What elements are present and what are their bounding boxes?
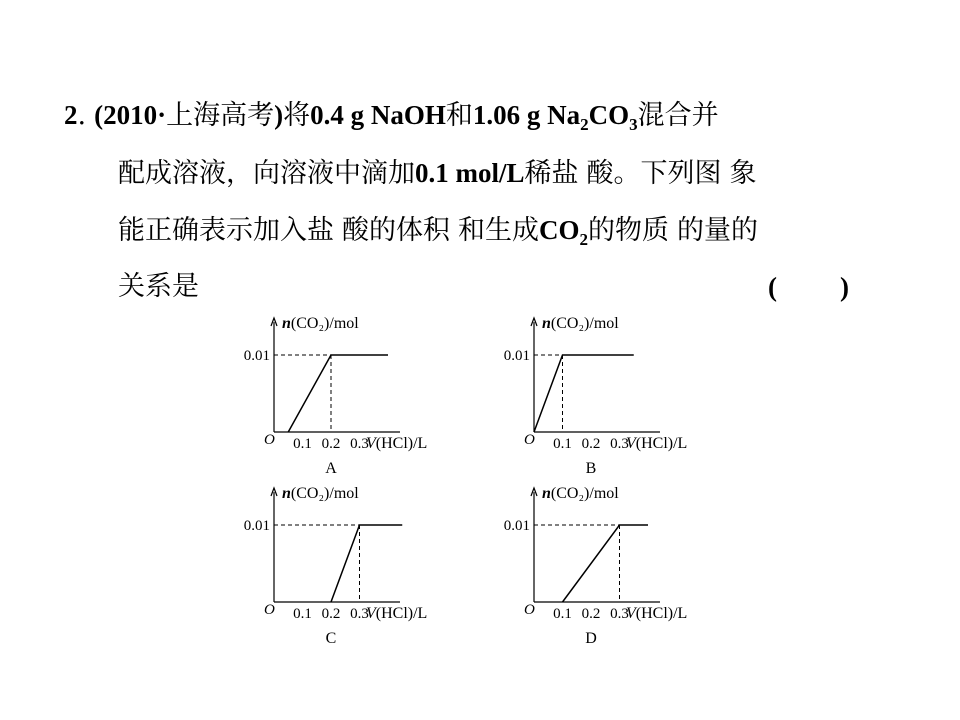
x-tick-label: 0.3	[610, 436, 629, 452]
x-axis-label-variable: V	[366, 435, 376, 452]
x-axis-label-unit: (HCl)/L	[635, 435, 688, 452]
y-axis-label	[542, 315, 619, 332]
x-tick-label: 0.3	[350, 436, 369, 452]
panel-label: A	[325, 460, 337, 477]
answer-paren-close: )	[840, 272, 849, 302]
series-line	[288, 355, 388, 432]
x-axis-label-variable: V	[366, 605, 376, 622]
source-open: (2010·	[94, 100, 167, 130]
co2-formula: CO	[539, 215, 580, 245]
text-segment: 配成溶液，向溶液中滴加	[118, 158, 415, 189]
origin-label: O	[264, 432, 275, 448]
x-tick-label: 0.2	[581, 606, 601, 622]
chart-c	[230, 480, 460, 647]
chart-b	[490, 310, 720, 480]
x-tick-label: 0.3	[610, 606, 629, 622]
chart-a	[230, 310, 460, 480]
panel-label: B	[585, 460, 597, 477]
y-axis-label-variable: n	[282, 485, 291, 502]
x-tick-label: 0.1	[293, 436, 312, 452]
text-segment: 的量的	[677, 215, 758, 246]
x-tick-label: 0.2	[581, 436, 601, 452]
question-line-2	[118, 144, 757, 203]
x-tick-label: 0.2	[321, 606, 341, 622]
y-axis-label-unit: (CO₂)/mol	[290, 315, 359, 332]
origin-label: O	[524, 432, 535, 448]
answer-paren-open: (	[768, 272, 777, 302]
x-axis-label-unit: (HCl)/L	[375, 435, 428, 452]
hcl-concentration: 0.1 mol/L	[415, 158, 525, 188]
naoh-mass: 0.4 g NaOH	[310, 100, 446, 130]
y-tick-label: 0.01	[243, 348, 270, 364]
na2co3-mass: 1.06 g Na	[472, 100, 581, 130]
y-axis-label-unit: (CO₂)/mol	[550, 315, 619, 332]
panel-label: C	[325, 630, 337, 647]
x-axis-label	[626, 435, 687, 452]
formula-part: CO	[588, 100, 630, 130]
subscript: 2	[579, 230, 588, 249]
x-tick-label: 0.1	[553, 606, 572, 622]
origin-label: O	[264, 602, 275, 618]
x-tick-label: 0.1	[553, 436, 572, 452]
series-line	[563, 525, 649, 602]
x-axis-label-variable: V	[626, 605, 636, 622]
series-line	[534, 355, 634, 432]
text-segment: 能正确表示加入盐	[118, 215, 334, 246]
text-segment: 将	[283, 100, 311, 131]
y-axis-label	[282, 315, 359, 332]
panel-label: D	[585, 630, 597, 647]
source-close: )	[274, 100, 284, 130]
subscript: 3	[629, 115, 638, 134]
y-axis-label	[282, 485, 359, 502]
text-segment: 和	[445, 100, 473, 131]
x-tick-label: 0.3	[350, 606, 369, 622]
text-segment: 关系是	[118, 271, 199, 302]
y-axis-label-variable: n	[542, 315, 551, 332]
text-segment: 稀盐	[524, 158, 579, 189]
x-axis-label	[626, 605, 687, 622]
text-segment: 和生成	[458, 215, 539, 246]
y-axis-label-variable: n	[542, 485, 551, 502]
question-line-3	[118, 201, 758, 269]
x-axis-label	[366, 435, 427, 452]
y-axis-label-variable: n	[282, 315, 291, 332]
question-number: 2	[64, 100, 78, 130]
question-line-4	[118, 258, 199, 316]
origin-label: O	[524, 602, 535, 618]
source-name: 上海高考	[166, 100, 275, 131]
y-tick-label: 0.01	[243, 518, 270, 534]
x-axis-label-unit: (HCl)/L	[635, 605, 688, 622]
text-segment: 的物质	[588, 215, 669, 246]
x-tick-label: 0.1	[293, 606, 312, 622]
text-segment: 混合并	[637, 100, 719, 131]
subscript: 2	[580, 115, 589, 134]
x-axis-label-variable: V	[626, 435, 636, 452]
question-number-dot: .	[77, 100, 87, 131]
chart-d	[490, 480, 720, 647]
text-segment: 酸。下列图	[586, 158, 722, 189]
y-axis-label	[542, 485, 619, 502]
text-segment: 象	[729, 158, 757, 189]
y-tick-label: 0.01	[503, 348, 530, 364]
y-tick-label: 0.01	[503, 518, 530, 534]
x-axis-label-unit: (HCl)/L	[375, 605, 428, 622]
x-axis-label	[366, 605, 427, 622]
y-axis-label-unit: (CO₂)/mol	[550, 485, 619, 502]
text-segment: 酸的体积	[342, 215, 450, 246]
y-axis-label-unit: (CO₂)/mol	[290, 485, 359, 502]
series-line	[331, 525, 402, 602]
x-tick-label: 0.2	[321, 436, 341, 452]
